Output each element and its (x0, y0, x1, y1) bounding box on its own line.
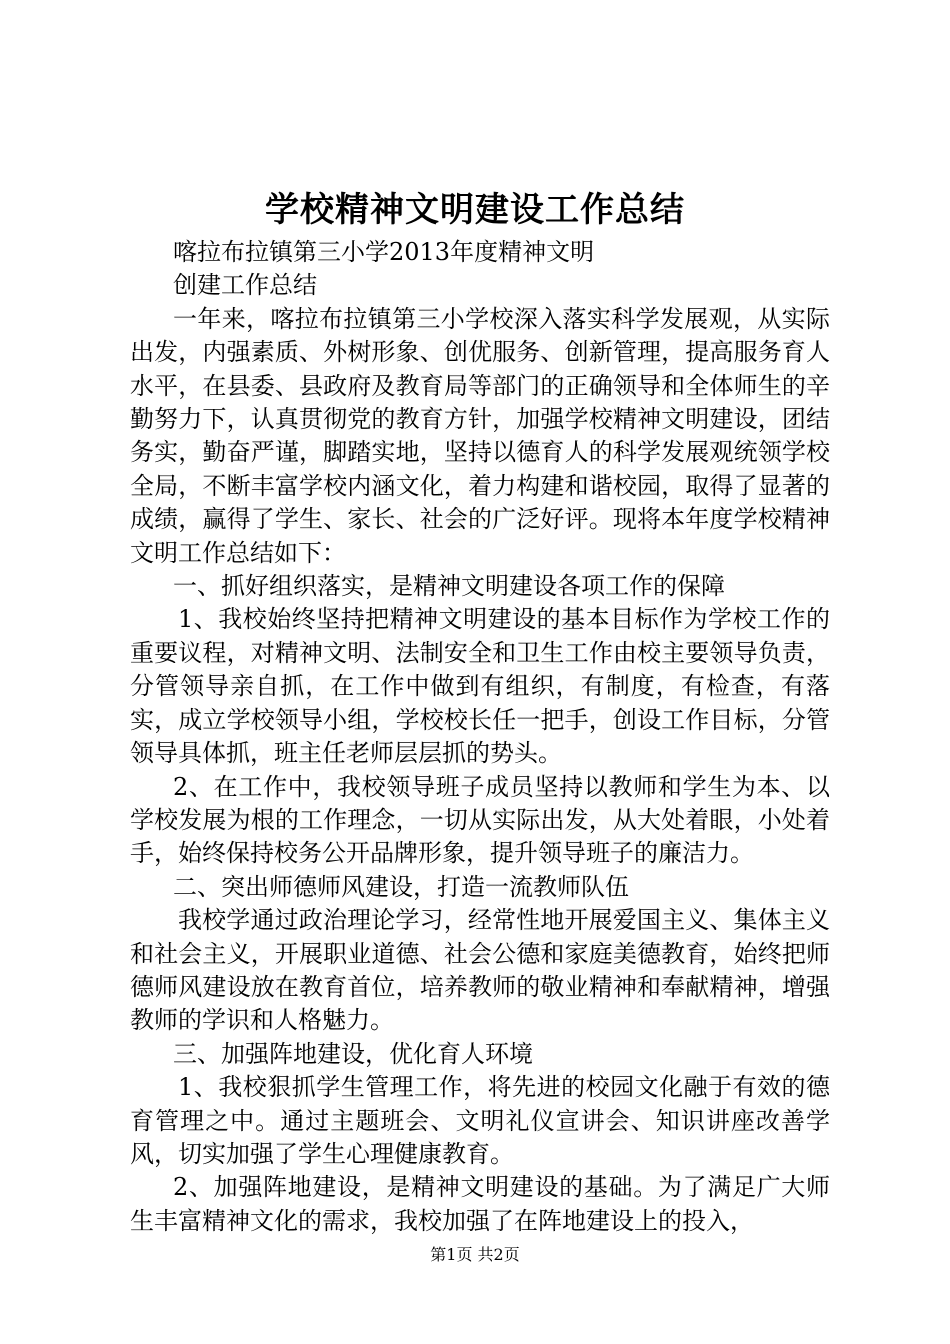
paragraph-3-1: 1、我校狠抓学生管理工作，将先进的校园文化融于有效的德育管理之中。通过主题班会、文明礼仪宣讲会、知识讲座改善学风，切实加强了学生心理健康教育。 (130, 1073, 830, 1168)
subtitle-line-1: 喀拉布拉镇第三小学2013年度精神文明 (173, 238, 595, 266)
subtitle-line-2: 创建工作总结 (173, 271, 317, 300)
document-title: 学校精神文明建设工作总结 (265, 190, 685, 230)
paragraph-1-1: 1、我校始终坚持把精神文明建设的基本目标作为学校工作的重要议程，对精神文明、法制安全和卫生工作由校主要领导负责，分管领导亲自抓，在工作中做到有组织，有制度，有检查，有落实，成立学校领导小组，学校校长任一把手，创设工作目标，分管领导具体抓，班主任老师层层抓的势头。 (130, 605, 830, 768)
page-number-footer: 第1页 共2页 (430, 1245, 520, 1264)
section-heading-1: 一、抓好组织落实，是精神文明建设各项工作的保障 (173, 572, 725, 601)
paragraph-1-2: 2、在工作中，我校领导班子成员坚持以教师和学生为本、以学校发展为根的工作理念，一切从实际出发，从大处着眼，小处着手，始终保持校务公开品牌形象，提升领导班子的廉洁力。 (130, 772, 830, 868)
document-body (130, 236, 830, 1238)
paragraph-intro: 一年来，喀拉布拉镇第三小学校深入落实科学发展观，从实际出发，内强素质、外树形象、创优服务、创新管理，提高服务育人水平，在县委、县政府及教育局等部门的正确领导和全体师生的辛勤努力下，认真贯彻党的教育方针，加强学校精神文明建设，团结务实，勤奋严谨，脚踏实地，坚持以德育人的科学发展观统领学校全局，不断丰富学校内涵文化，着力构建和谐校园，取得了显著的成绩，赢得了学生、家长、社会的广泛好评。现将本年度学校精神文明工作总结如下： (130, 304, 830, 567)
paragraph-3-2: 2、加强阵地建设，是精神文明建设的基础。为了满足广大师生丰富精神文化的需求，我校加强了在阵地建设上的投入， (130, 1173, 830, 1235)
section-heading-3: 三、加强阵地建设，优化育人环境 (173, 1039, 533, 1068)
paragraph-2-1: 我校学通过政治理论学习，经常性地开展爱国主义、集体主义和社会主义，开展职业道德、社会公德和家庭美德教育，始终把师德师风建设放在教育首位，培养教师的敬业精神和奉献精神，增强教师的学识和人格魅力。 (130, 906, 830, 1035)
section-heading-2: 二、突出师德师风建设，打造一流教师队伍 (173, 872, 629, 901)
